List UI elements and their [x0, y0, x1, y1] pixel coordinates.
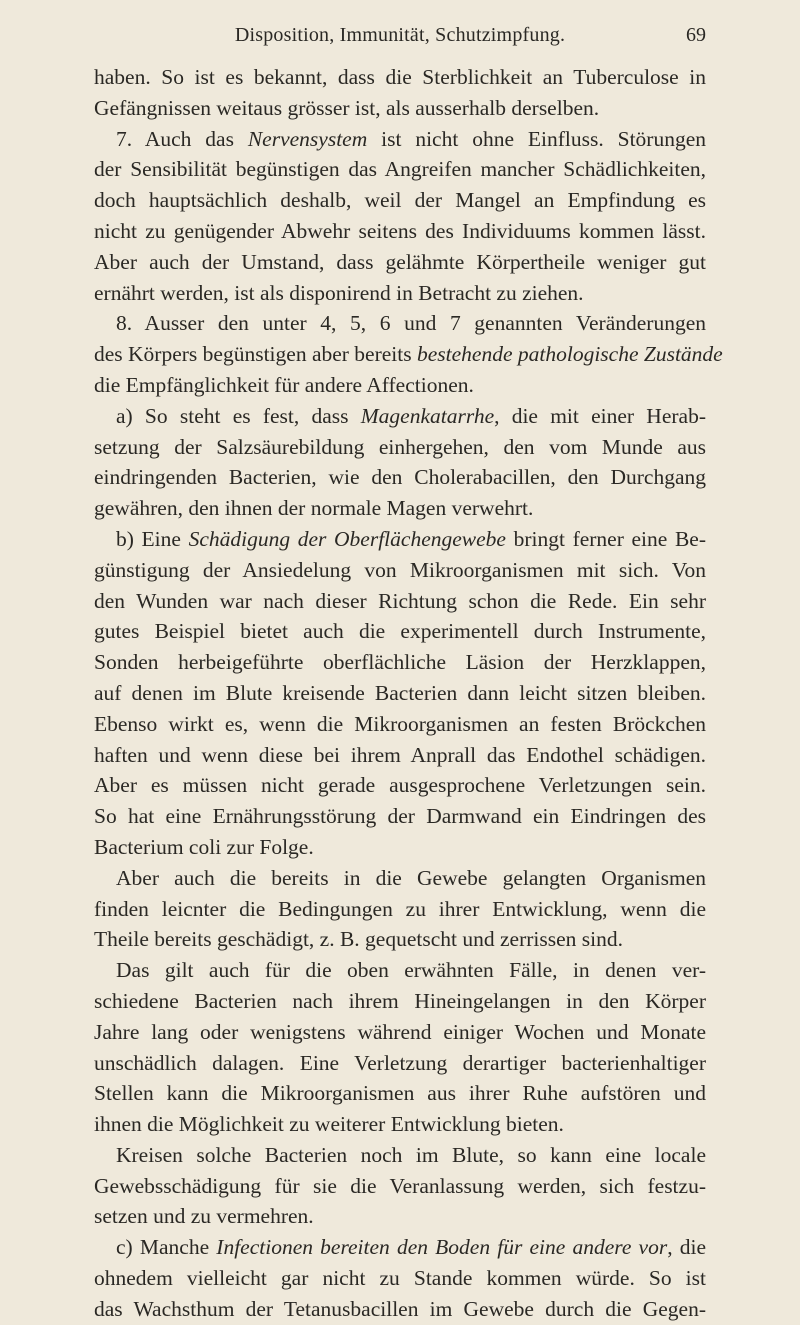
text-segment: finden leicnter die Bedingungen zu ihrer Entwicklung, wenn die: [94, 896, 706, 921]
text-segment: Gefängnissen weitaus grösser ist, als ausserhalb derselben.: [94, 95, 600, 120]
text-line: [94, 154, 706, 185]
text-line: [94, 1232, 706, 1263]
text-segment: haben. So ist es bekannt, dass die Sterblichkeit an Tuberculose in: [94, 65, 706, 89]
running-head: [94, 24, 706, 52]
text-segment: 8. Ausser den unter 4, 5, 6 und 7 genannten Veränderungen: [116, 311, 706, 336]
text-line: [94, 1078, 706, 1109]
text-segment: ernährt werden, ist als disponirend in Betracht zu ziehen.: [94, 280, 584, 305]
italic-phrase: Schädigung der Oberflächengewebe: [188, 526, 506, 551]
text-segment: So hat eine Ernährungsstörung der Darmwand ein Eindringen des: [94, 804, 706, 829]
text-line: [94, 801, 706, 832]
text-segment: doch hauptsächlich deshalb, weil der Mangel an Empfindung es: [94, 188, 706, 213]
italic-phrase: Magenkatarrhe: [360, 403, 495, 428]
text-segment: , die: [667, 1235, 706, 1260]
text-segment: bringt ferner eine Be-: [505, 526, 706, 551]
text-segment: nicht zu genügender Abwehr seitens des Individuums kommen lässt.: [94, 218, 706, 243]
text-segment: gutes Beispiel bietet auch die experimentell durch Instrumente,: [94, 619, 706, 644]
text-line: [94, 1109, 706, 1140]
text-segment: 7. Auch das: [116, 126, 248, 151]
text-segment: Ebenso wirkt es, wenn die Mikroorganismen an festen Bröckchen: [94, 711, 706, 736]
text-line: [94, 986, 706, 1017]
text-segment: Theile bereits geschädigt, z. B. gequetscht und zerrissen sind.: [94, 927, 623, 952]
text-segment: Aber auch der Umstand, dass gelähmte Körpertheile weniger gut: [94, 249, 706, 274]
text-line: [94, 432, 706, 463]
text-segment: Sonden herbeigeführte oberflächliche Läsion der Herzklappen,: [94, 650, 706, 675]
text-line: [94, 924, 706, 955]
text-line: [94, 678, 706, 709]
text-segment: eindringenden Bacterien, wie den Cholerabacillen, den Durchgang: [94, 465, 706, 490]
text-segment: Kreisen solche Bacterien noch im Blute, so kann eine locale: [116, 1142, 706, 1167]
italic-phrase: Nervensystem: [247, 126, 368, 151]
text-line: [94, 1140, 706, 1171]
text-segment: schiedene Bacterien nach ihrem Hineingelangen in den Körper: [94, 988, 706, 1013]
text-line: [94, 863, 706, 894]
text-line: [94, 185, 706, 216]
text-segment: günstigung der Ansiedelung von Mikroorganismen mit sich. Von: [94, 557, 706, 582]
text-line: [94, 1171, 706, 1202]
text-line: [94, 740, 706, 771]
text-line: [94, 1201, 706, 1232]
text-segment: haften und wenn diese bei ihrem Anprall das Endothel schädigen.: [94, 742, 706, 767]
text-line: [94, 616, 706, 647]
text-line: [94, 524, 706, 555]
text-line: [94, 401, 706, 432]
text-line: [94, 216, 706, 247]
text-line: [94, 308, 706, 339]
text-line: [94, 709, 706, 740]
text-line: [94, 370, 706, 401]
text-line: [94, 832, 706, 863]
text-line: [94, 586, 706, 617]
text-segment: des Körpers begünstigen aber bereits: [94, 342, 417, 367]
text-segment: das Wachsthum der Tetanusbacillen im Gewebe durch die Gegen-: [94, 1296, 706, 1321]
page-number: 69: [686, 24, 706, 46]
text-segment: ist nicht ohne Einfluss. Störungen: [367, 126, 706, 151]
text-line: [94, 894, 706, 925]
text-segment: die Empfänglichkeit für andere Affectionen.: [94, 372, 474, 397]
text-line: [94, 955, 706, 986]
text-segment: Aber es müssen nicht gerade ausgesprochene Verletzungen sein.: [94, 773, 706, 798]
text-segment: ohnedem vielleicht gar nicht zu Stande kommen würde. So ist: [94, 1266, 706, 1291]
italic-phrase: Infectionen bereiten den Boden für eine andere vor: [216, 1235, 668, 1260]
italic-phrase: bestehende pathologische Zustände: [417, 342, 723, 367]
text-line: [94, 278, 706, 309]
text-line: [94, 1017, 706, 1048]
text-line: [94, 62, 706, 93]
text-line: [94, 339, 723, 370]
text-line: [94, 124, 706, 155]
text-line: [94, 493, 706, 524]
text-line: [94, 1048, 706, 1079]
running-title: Disposition, Immunität, Schutzimpfung.: [234, 24, 566, 46]
text-segment: b) Eine: [116, 526, 189, 551]
text-segment: ihnen die Möglichkeit zu weiterer Entwicklung bieten.: [94, 1112, 564, 1137]
text-segment: Stellen kann die Mikroorganismen aus ihrer Ruhe aufstören und: [94, 1081, 706, 1106]
text-segment: Aber auch die bereits in die Gewebe gelangten Organismen: [116, 865, 706, 890]
text-line: [94, 462, 706, 493]
text-line: [94, 1263, 706, 1294]
text-segment: setzung der Salzsäurebildung einhergehen, den vom Munde aus: [94, 434, 706, 459]
text-segment: , die mit einer Herab-: [494, 403, 706, 428]
text-segment: c) Manche: [116, 1235, 217, 1260]
text-segment: Gewebsschädigung für sie die Veranlassung werden, sich festzu-: [94, 1173, 706, 1198]
text-segment: Das gilt auch für die oben erwähnten Fälle, in denen ver-: [116, 958, 706, 983]
text-segment: der Sensibilität begünstigen das Angreifen mancher Schädlichkeiten,: [94, 157, 706, 182]
text-segment: Bacterium coli zur Folge.: [94, 834, 314, 859]
text-line: [94, 1294, 706, 1325]
text-segment: unschädlich dalagen. Eine Verletzung derartiger bacterienhaltiger: [94, 1050, 706, 1075]
body-text: [94, 62, 723, 1325]
text-segment: setzen und zu vermehren.: [94, 1204, 314, 1229]
text-segment: Jahre lang oder wenigstens während einiger Wochen und Monate: [94, 1019, 706, 1044]
text-segment: a) So steht es fest, dass: [116, 403, 361, 428]
text-line: [94, 770, 706, 801]
text-line: [94, 247, 706, 278]
text-line: [94, 647, 706, 678]
text-segment: gewähren, den ihnen der normale Magen verwehrt.: [94, 496, 534, 521]
text-segment: den Wunden war nach dieser Richtung schon die Rede. Ein sehr: [94, 588, 706, 613]
text-segment: auf denen im Blute kreisende Bacterien dann leicht sitzen bleiben.: [94, 680, 706, 705]
text-line: [94, 93, 706, 124]
text-line: [94, 555, 706, 586]
